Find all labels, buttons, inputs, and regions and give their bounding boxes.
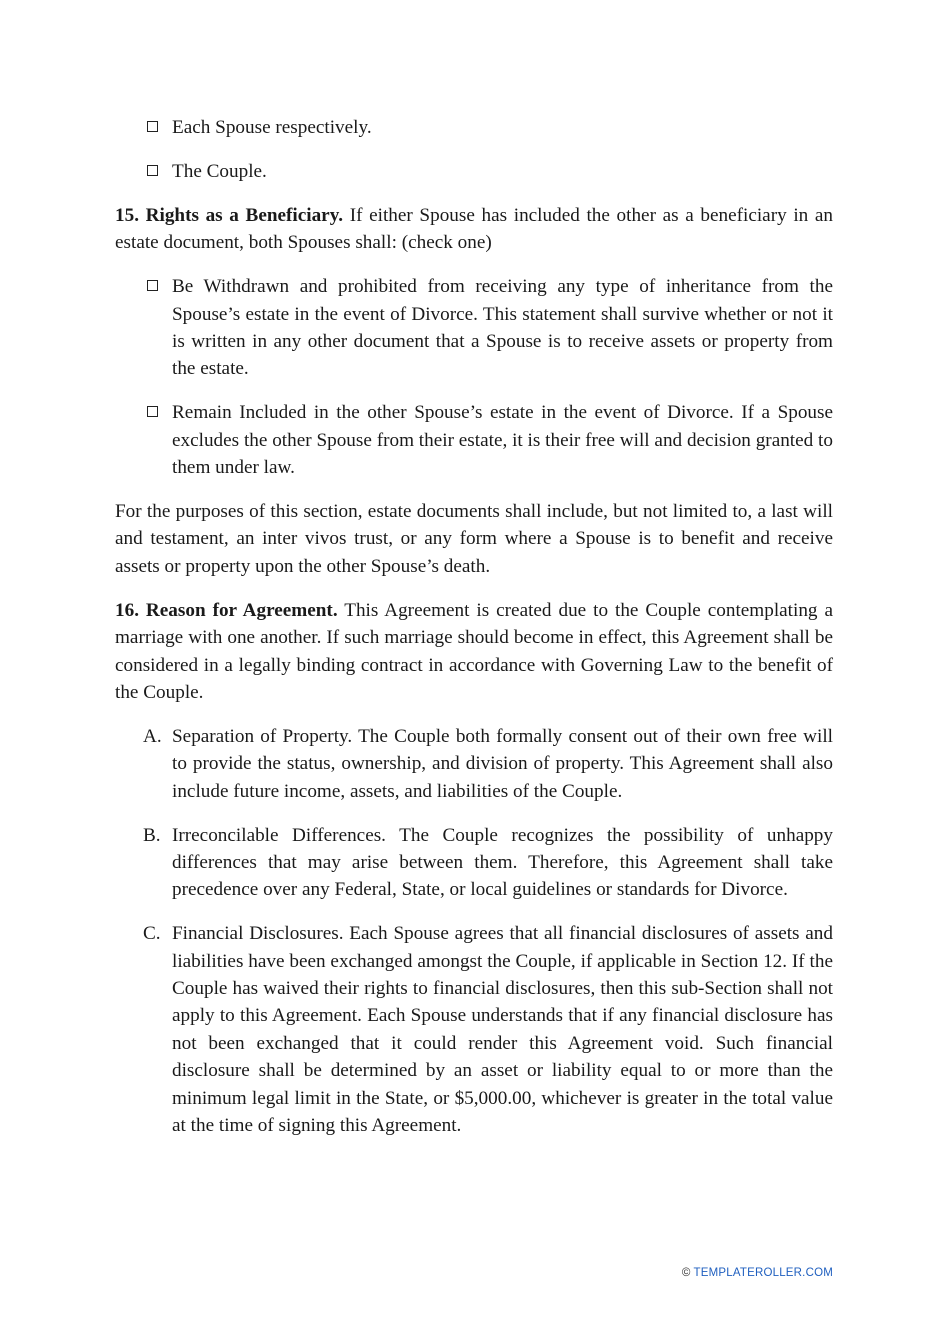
list-item-c: [115, 920, 833, 1139]
section-15-text: If either Spouse has included the other as a beneficiary in an estate document, both Spouses shall: (check one): [115, 204, 833, 254]
option-label: Each Spouse respectively.: [172, 117, 372, 138]
section-15: [115, 202, 833, 257]
section-16-heading: 16. Reason for Agreement.: [115, 599, 338, 621]
list-item-text: Separation of Property. The Couple both formally consent out of their own free will to provide the status, ownership, and division of property. This Agreement shall also include future income, assets, and liabilities of the Couple.: [172, 725, 833, 802]
list-item-text: Irreconcilable Differences. The Couple recognizes the possibility of unhappy differences that may arise between them. Therefore, this Agreement shall take precedence over any Federal, State, or local guidelines or standards for Divorce.: [172, 824, 833, 901]
list-item-text: Financial Disclosures. Each Spouse agrees that all financial disclosures of assets and liabilities have been exchanged amongst the Couple, if applicable in Section 12. If the Couple has waived their rights to financial disclosures, then this sub-Section shall not apply to this Agreement. Each Spouse understands that if any financial disclosure has not been exchanged that it could render this Agreement void. Such financial disclosure shall be determined by an asset or liability equal to or more than the minimum legal limit in the State, or $5,000.00, whichever is greater in the total value at the time of signing this Agreement.: [172, 923, 833, 1137]
section-15-note: For the purposes of this section, estate documents shall include, but not limited to, a last will and testament, an inter vivos trust, or any form where a Spouse is to benefit and receive assets or property upon the other Spouse’s death.: [115, 500, 833, 577]
footer-site-link[interactable]: TEMPLATEROLLER.COM: [693, 1267, 833, 1279]
checkbox-icon[interactable]: [147, 121, 158, 132]
option-each-spouse: [115, 114, 833, 141]
checkbox-icon[interactable]: [147, 165, 158, 176]
checkbox-icon[interactable]: [147, 406, 158, 417]
checkbox-icon[interactable]: [147, 280, 158, 291]
section-15-heading: 15. Rights as a Beneficiary.: [115, 204, 344, 226]
copyright-symbol: ©: [681, 1267, 691, 1279]
section-16: [115, 597, 833, 707]
option-withdrawn: [115, 273, 833, 383]
option-label: The Couple.: [172, 160, 267, 182]
section-16-text: This Agreement is created due to the Couple contemplating a marriage with one another. If such marriage should become in effect, this Agreement shall be considered in a legally binding contract in accordance with Governing Law to the benefit of the Couple.: [115, 599, 833, 703]
option-the-couple: [115, 158, 833, 185]
list-marker: B.: [143, 824, 161, 846]
list-marker: C.: [143, 923, 161, 945]
option-label: Remain Included in the other Spouse’s estate in the event of Divorce. If a Spouse excludes the other Spouse from their estate, it is their free will and decision granted to them under law.: [172, 402, 833, 479]
document-page: [115, 114, 833, 1156]
list-marker: A.: [143, 725, 162, 747]
option-remain-included: [115, 399, 833, 481]
option-label: Be Withdrawn and prohibited from receiving any type of inheritance from the Spouse’s estate in the event of Divorce. This statement shall survive whether or not it is written in any other document that a Spouse is to receive assets or property from the estate.: [172, 276, 833, 380]
list-item-a: [115, 723, 833, 805]
footer-credit: [682, 1267, 833, 1279]
list-item-b: [115, 822, 833, 904]
